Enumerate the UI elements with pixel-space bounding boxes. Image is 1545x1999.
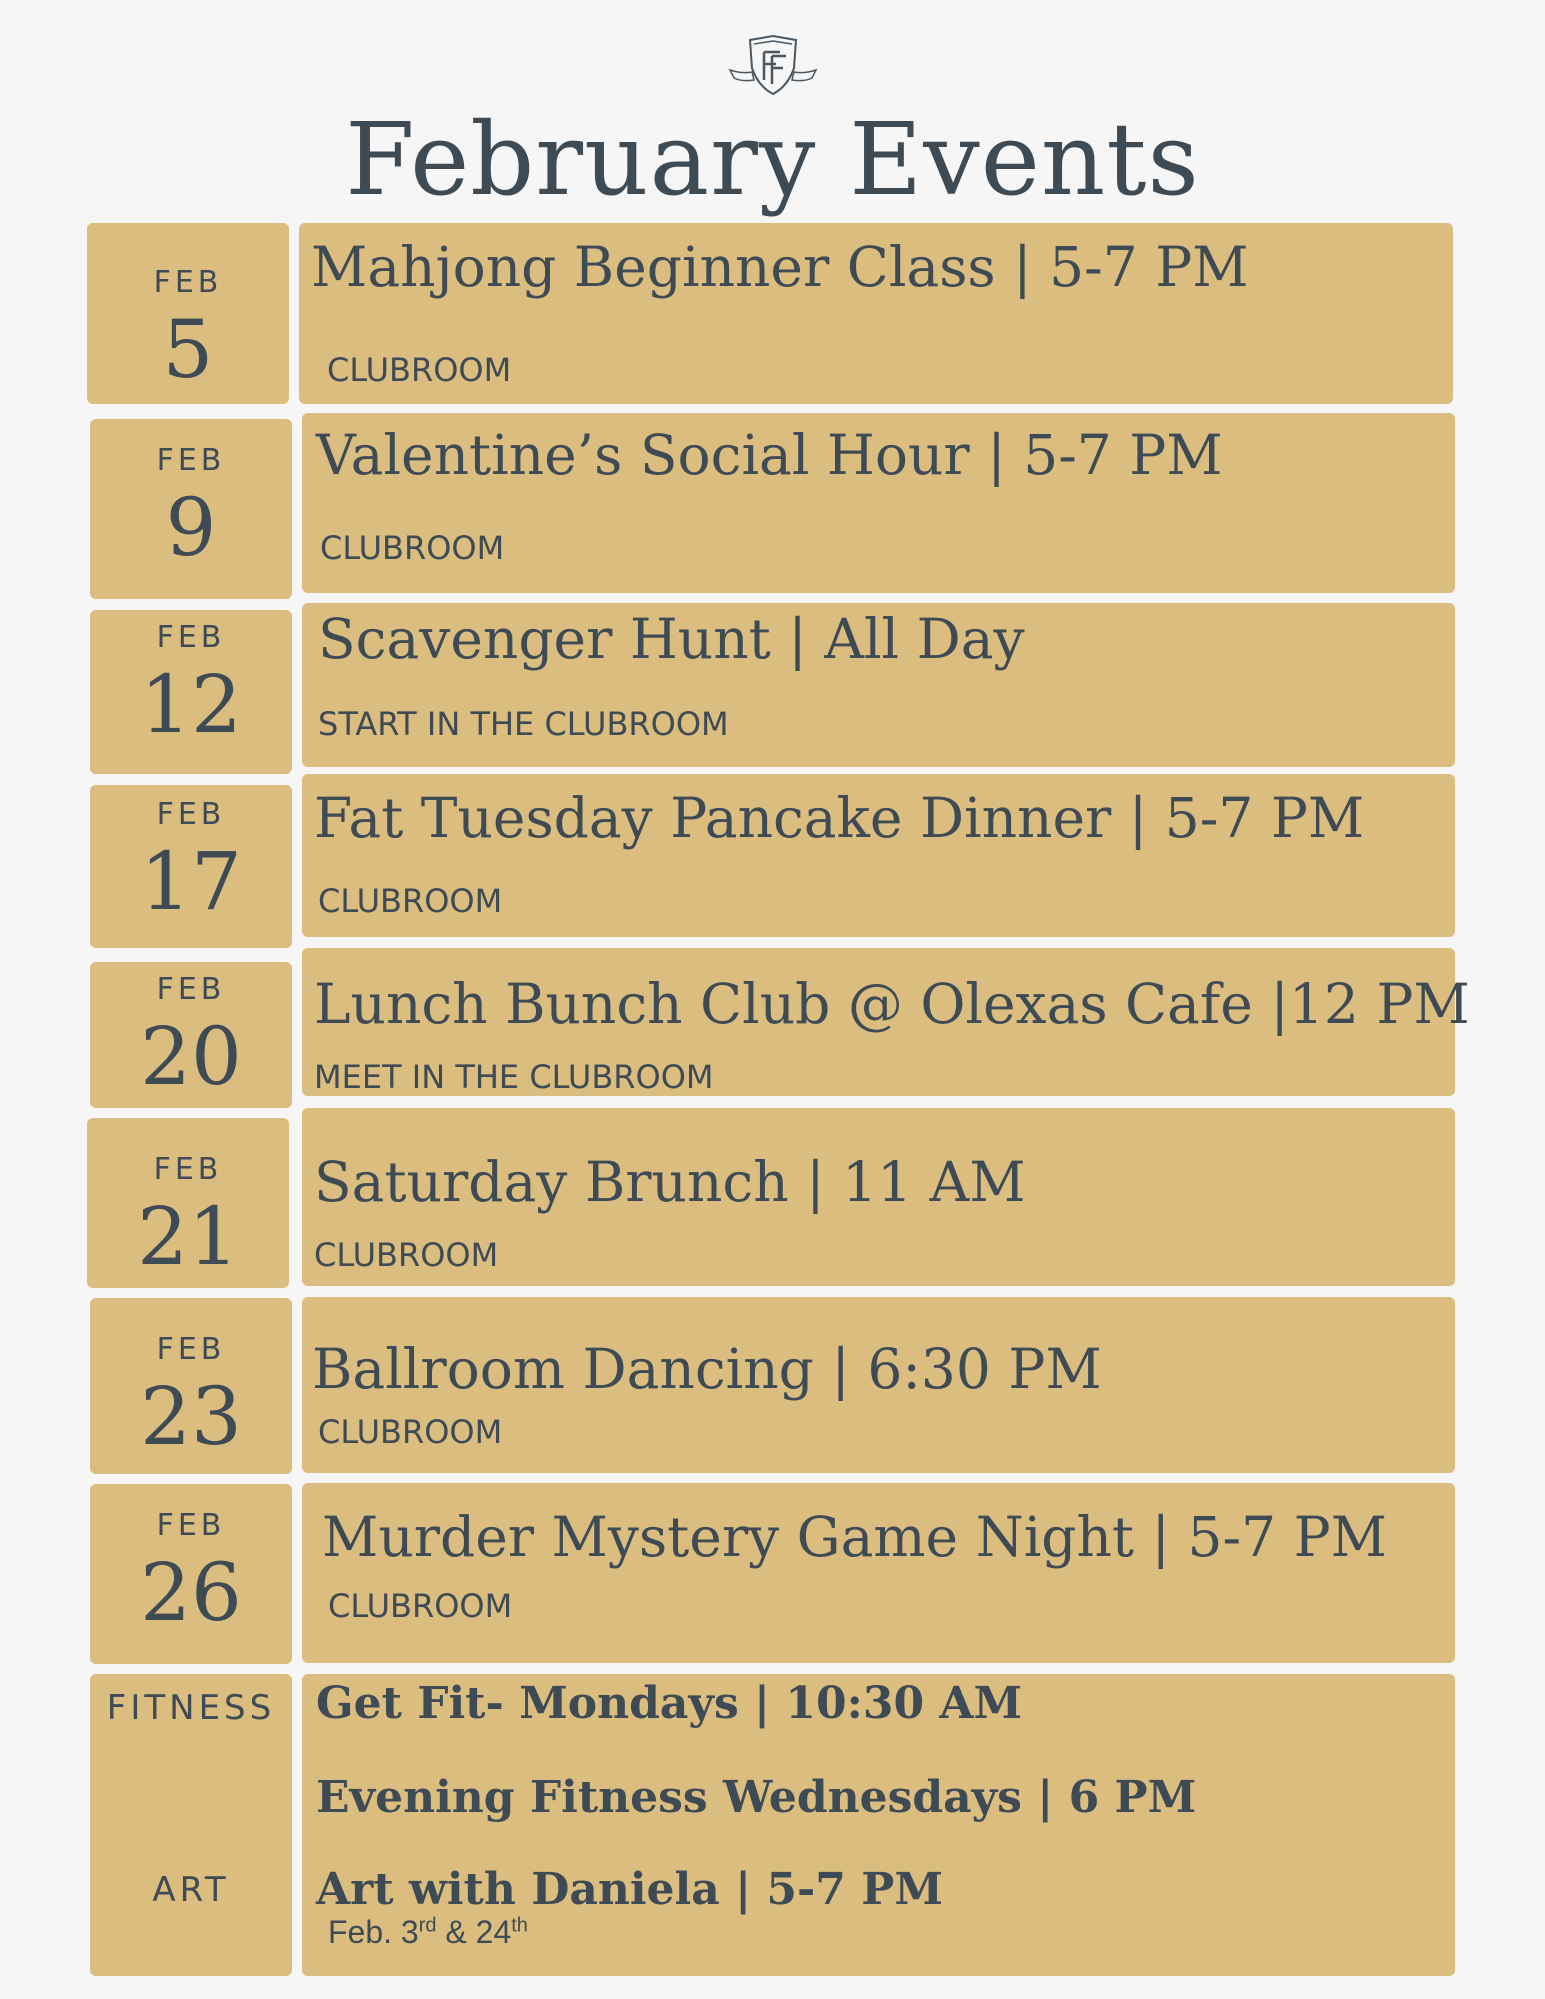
date-day: 9: [165, 481, 217, 574]
event-card: [302, 1108, 1455, 1286]
fitness-wednesday-line: Evening Fitness Wednesdays | 6 PM: [316, 1772, 1197, 1823]
date-box: [90, 1484, 292, 1664]
date-day: 23: [140, 1370, 242, 1463]
event-location: CLUBROOM: [320, 529, 505, 567]
date-month: FEB: [156, 1508, 226, 1543]
event-location: CLUBROOM: [327, 351, 512, 389]
event-title: Mahjong Beginner Class | 5-7 PM: [311, 235, 1249, 299]
art-line: Art with Daniela | 5-7 PM: [316, 1864, 944, 1915]
art-date-first: Feb. 3: [328, 1914, 419, 1950]
event-title: Saturday Brunch | 11 AM: [314, 1150, 1026, 1214]
date-box: [90, 610, 292, 774]
date-box: [87, 223, 289, 404]
art-date-second-suffix: th: [511, 1914, 528, 1937]
event-card: [302, 603, 1455, 767]
art-label: ART: [152, 1870, 230, 1910]
event-location: START IN THE CLUBROOM: [318, 705, 729, 743]
date-day: 12: [140, 658, 242, 751]
date-box: [90, 962, 292, 1108]
date-month: FEB: [156, 620, 226, 655]
date-day: 5: [162, 303, 214, 396]
date-box: [87, 1118, 289, 1288]
date-month: FEB: [153, 1152, 223, 1187]
recurring-label-box: [90, 1674, 292, 1976]
event-location: CLUBROOM: [318, 1413, 503, 1451]
event-title: Lunch Bunch Club @ Olexas Cafe |12 PM: [314, 972, 1470, 1036]
date-month: FEB: [156, 1332, 226, 1367]
date-month: FEB: [156, 797, 226, 832]
art-date-second: & 24: [436, 1914, 512, 1950]
event-location: CLUBROOM: [328, 1587, 513, 1625]
fitness-label: FITNESS: [106, 1688, 276, 1728]
event-location: MEET IN THE CLUBROOM: [314, 1058, 714, 1096]
event-card: [302, 1483, 1455, 1663]
art-dates: [328, 1914, 528, 1951]
logo-crest: [728, 34, 818, 100]
fitness-monday-line: Get Fit- Mondays | 10:30 AM: [316, 1678, 1023, 1729]
date-month: FEB: [156, 972, 226, 1007]
event-title: Fat Tuesday Pancake Dinner | 5-7 PM: [314, 786, 1365, 850]
event-card: [299, 223, 1453, 404]
event-title: Murder Mystery Game Night | 5-7 PM: [322, 1505, 1387, 1569]
event-card: [302, 413, 1455, 593]
event-card: [302, 1297, 1455, 1473]
date-month: FEB: [153, 265, 223, 300]
art-date-first-suffix: rd: [418, 1914, 437, 1937]
event-card: [302, 774, 1455, 937]
date-day: 21: [137, 1190, 239, 1283]
recurring-card: [302, 1674, 1455, 1976]
date-box: [90, 785, 292, 948]
event-location: CLUBROOM: [318, 882, 503, 920]
event-title: Ballroom Dancing | 6:30 PM: [312, 1337, 1102, 1401]
date-box: [90, 1298, 292, 1474]
date-day: 17: [140, 835, 242, 928]
page-title: February Events: [345, 101, 1200, 218]
date-day: 26: [140, 1546, 242, 1639]
event-title: Scavenger Hunt | All Day: [318, 607, 1025, 671]
shield-ff-crest-icon: [728, 34, 818, 100]
event-card: [302, 948, 1470, 1096]
date-month: FEB: [156, 443, 226, 478]
date-box: [90, 419, 292, 599]
event-title: Valentine’s Social Hour | 5-7 PM: [316, 423, 1223, 487]
event-location: CLUBROOM: [314, 1236, 499, 1274]
date-day: 20: [140, 1010, 242, 1103]
